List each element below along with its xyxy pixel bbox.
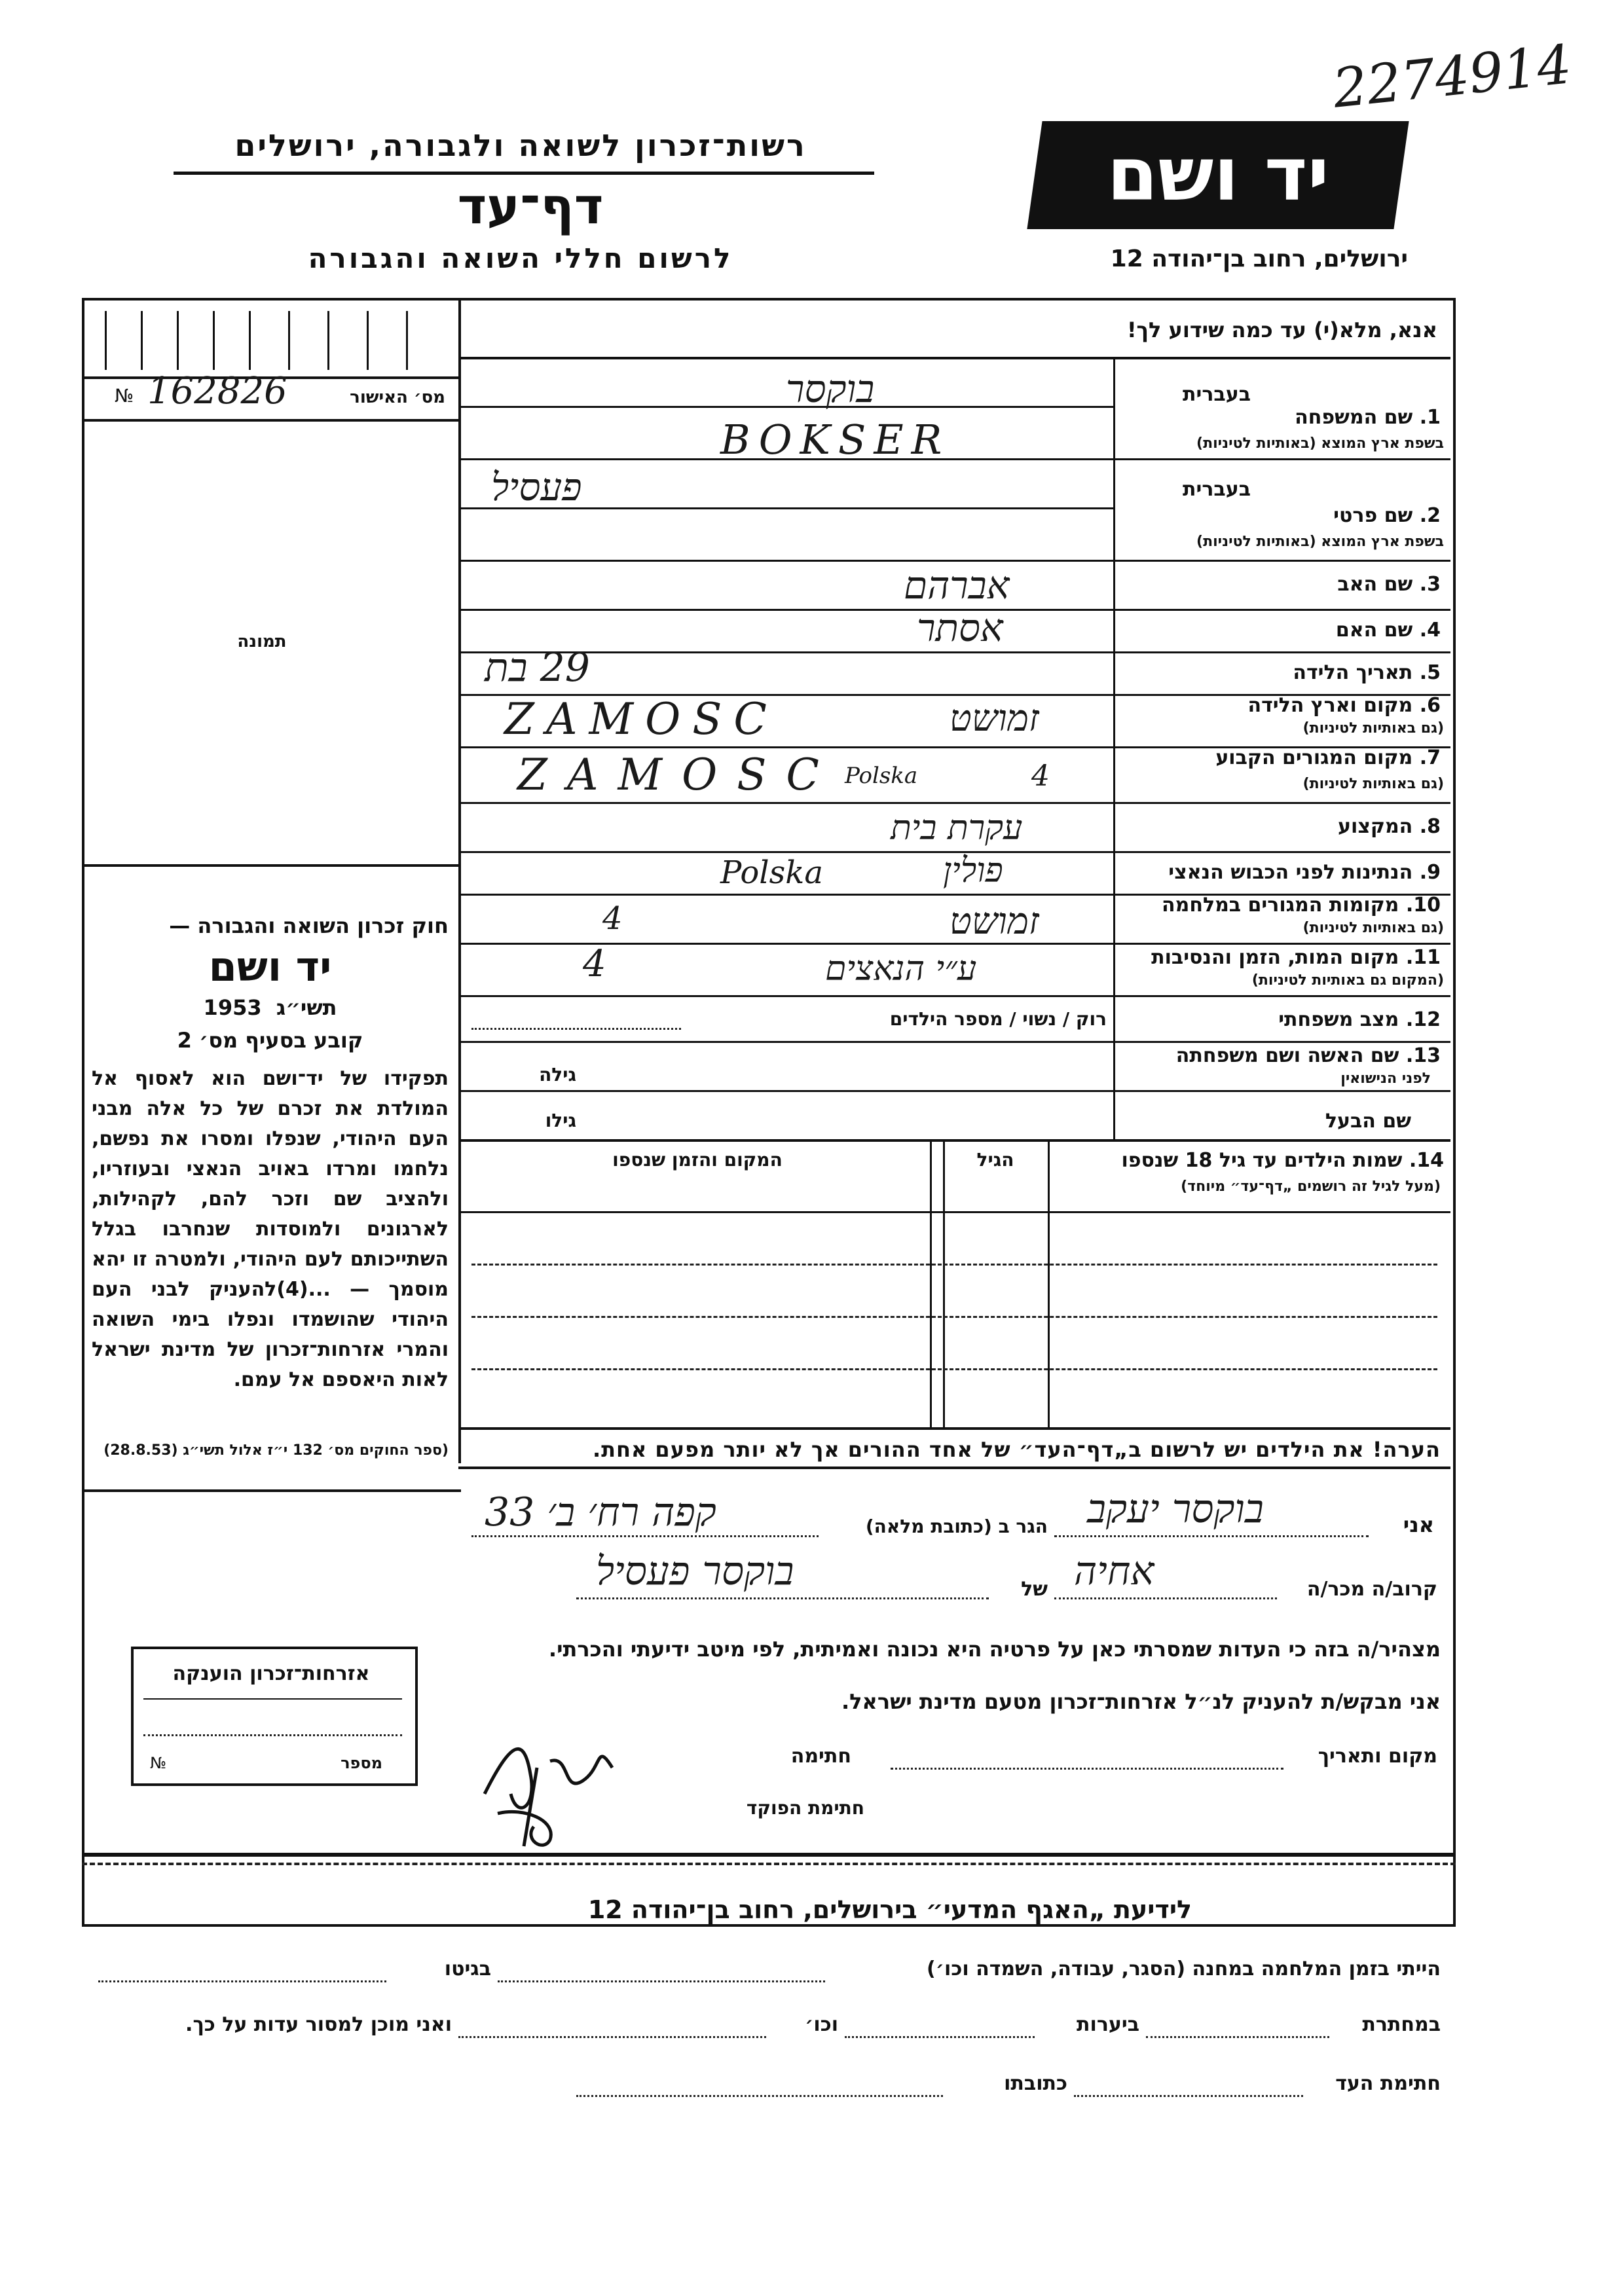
field-6-value-he: זמושט — [950, 697, 1039, 740]
husband-label: שם הבעל — [1325, 1110, 1411, 1133]
field-6-label — [1126, 694, 1441, 717]
children-col-age: הגיל — [976, 1149, 1014, 1171]
law-year-he: תשי״ג — [276, 995, 337, 1020]
footer-forests: ביערות — [1077, 2013, 1139, 2036]
declarant-address: קפה רח׳ ב׳ 33 — [485, 1489, 716, 1535]
citizenship-number-symbol: № — [150, 1754, 166, 1772]
place-date-label: מקום ותאריך — [1318, 1745, 1437, 1768]
field-11-note: (המקום גם באותיות לטיניות) — [1251, 972, 1444, 989]
field-13-num: 13. — [1405, 1044, 1441, 1067]
field-11-num: 11. — [1405, 946, 1441, 969]
request: אני מבקש/ת להעניק לנ״ל אזרחות־זכרון מטעם מדינת ישראל. — [841, 1689, 1441, 1714]
declarant-label: אני — [1403, 1512, 1434, 1537]
field-7-value-extra: Polska — [845, 763, 918, 789]
field-9-value-latin: Polska — [720, 854, 823, 891]
field-5-num: 5. — [1419, 661, 1441, 684]
children-note: (מעל לגיל זה רושמים „דף־עד״ מיוחד) — [1181, 1178, 1441, 1195]
footer-row1: הייתי בזמן המלחמה במחנה (הסגר, עבודה, השמדה וכו׳) — [927, 1958, 1441, 1980]
field-6-value-latin: ZAMOSC — [504, 694, 779, 744]
citizenship-box — [131, 1647, 418, 1786]
field-2-label — [1126, 504, 1441, 527]
field-8-num: 8. — [1419, 815, 1441, 838]
law-reference: (ספר החוקים מס׳ 132 י״ז אלול תשי״ג (28.8.53) — [103, 1442, 449, 1459]
field-7-note: (גם באותיות לטיניות) — [1302, 776, 1444, 792]
citizenship-title: אזרחות־זכרון הוענקה — [172, 1662, 370, 1685]
yad-vashem-logo — [1027, 121, 1409, 229]
field-1-hebrew-tag: בעברית — [1183, 383, 1251, 406]
field-8-label — [1126, 815, 1441, 838]
registration-label: מס׳ האישור — [350, 388, 445, 407]
field-8-value: עקרת בית — [891, 809, 1023, 848]
field-10-note: (גם באותיות לטיניות) — [1302, 920, 1444, 936]
field-7-label — [1126, 746, 1441, 769]
field-9-text: הנתינות לפני הכבוש הנאצי — [1168, 861, 1413, 884]
footer-underground: במחתרת — [1362, 2013, 1441, 2036]
field-4-text: שם האם — [1335, 619, 1413, 642]
field-9-value-he: פולין — [943, 851, 1003, 890]
footer-row2-end: ואני מוכן למסור עדות על כך. — [185, 2013, 452, 2036]
field-4-value: אסתר — [917, 606, 1003, 650]
field-5-text: תאריך הלידה — [1293, 661, 1413, 684]
field-9-num: 9. — [1419, 861, 1441, 884]
field-1-note: בשפת ארץ המוצא (באותיות לטיניות) — [1196, 435, 1444, 452]
footer-row1-end: בגיטו — [444, 1958, 491, 1980]
footer-title: לידיעת „האגף המדעי״ בירושלים, רחוב בן־יהודה 12 — [587, 1895, 1192, 1924]
registration-number: 162826 — [147, 370, 287, 412]
field-4-num: 4. — [1419, 619, 1441, 642]
authority-name: רשות־זכרון לשואה ולגבורה, ירושלים — [234, 128, 807, 163]
field-13-age-label: גילה — [539, 1064, 576, 1085]
field-11-value: ע״י הנאצים — [825, 949, 977, 989]
field-6-note: (גם באותיות לטיניות) — [1302, 720, 1444, 737]
field-12-num: 12. — [1405, 1008, 1441, 1031]
citizenship-number-label: מספר — [341, 1754, 382, 1772]
field-1-value-he: בוקסר — [786, 367, 875, 411]
field-13-label — [1116, 1044, 1441, 1067]
field-2-num: 2. — [1419, 504, 1441, 527]
law-section: קובע בסעיף מס׳ 2 — [177, 1028, 363, 1053]
footer-etc: וכו׳ — [805, 2013, 838, 2036]
field-6-num: 6. — [1419, 694, 1441, 717]
field-2-text: שם פרטי — [1333, 504, 1413, 527]
field-10-text: מקומות המגורים במלחמה — [1162, 894, 1399, 917]
field-7-num: 7. — [1419, 746, 1441, 769]
declarant-name: בוקסר יעקב — [1087, 1486, 1264, 1532]
field-3-label — [1126, 573, 1441, 596]
footer-witness-signature: חתימת העד — [1335, 2072, 1441, 2095]
field-1-value-latin: BOKSER — [720, 416, 950, 464]
field-3-text: שם האב — [1337, 573, 1413, 596]
archive-number: 2274914 — [1329, 33, 1574, 120]
field-12-text: מצב משפחתי — [1278, 1008, 1399, 1031]
photo-label: תמונה — [237, 632, 287, 651]
page-title: דף־עד — [457, 177, 604, 235]
instructions: אנא, מלא(י) עד כמה שידוע לך! — [1126, 318, 1437, 342]
logo-text: יד ושם — [1107, 132, 1329, 217]
field-1-text: שם המשפחה — [1295, 406, 1413, 429]
field-10-value: זמושט — [950, 900, 1039, 943]
field-4-label — [1126, 619, 1441, 642]
field-3-value: אברהם — [904, 563, 1010, 608]
registration-no-symbol: № — [115, 385, 134, 407]
field-7-value-latin: ZAMOSC — [517, 750, 839, 800]
field-8-text: המקצוע — [1337, 815, 1413, 838]
law-title: חוק זכרון השואה והגבורה — — [169, 913, 449, 938]
field-9-label — [1116, 861, 1441, 884]
relative-label: קרוב/ה מכר/ה — [1306, 1578, 1437, 1601]
field-5-label — [1126, 661, 1441, 684]
relation-value: אחיה — [1074, 1548, 1154, 1594]
field-13-text: שם האשה ושם משפחתה — [1175, 1044, 1399, 1067]
field-13-note: לפני הנישואין — [1340, 1070, 1431, 1087]
children-text: שמות הילדים עד גיל 18 שנספו — [1121, 1149, 1403, 1172]
children-num: 14. — [1409, 1149, 1444, 1172]
handwritten-signature — [471, 1715, 707, 1853]
registration-ticks — [92, 311, 449, 370]
field-2-note: בשפת ארץ המוצא (באותיות לטיניות) — [1196, 534, 1444, 550]
children-note-warning: הערה! את הילדים יש לרשום ב„דף־העד״ של אחד ההורים אך לא יותר מפעם אחת. — [592, 1437, 1441, 1462]
address: ירושלים, רחוב בן־יהודה 12 — [1110, 246, 1408, 272]
field-7-value-he: 4 — [1031, 759, 1050, 793]
field-1-label — [1126, 406, 1441, 429]
children-col-place: המקום והזמן שנספו — [612, 1149, 783, 1171]
field-2-hebrew-tag: בעברית — [1183, 478, 1251, 501]
field-10-mark: 4 — [602, 900, 623, 937]
field-11-text: מקום המות, הזמן והנסיבות — [1151, 946, 1399, 969]
field-7-text: מקום המגורים הקבוע — [1215, 746, 1413, 769]
husband-age-label: גילו — [545, 1110, 576, 1131]
field-11-mark: 4 — [583, 943, 606, 985]
law-year: 1953 — [203, 995, 262, 1020]
field-5-value: 29 בת — [485, 645, 590, 691]
field-1-num: 1. — [1419, 406, 1441, 429]
signature-label: חתימה — [790, 1745, 851, 1768]
of-value: בוקסר פעסיל — [596, 1548, 794, 1594]
officer-signature-label: חתימת הפוקד — [746, 1797, 864, 1819]
field-2-value-he: פעסיל — [491, 465, 582, 509]
field-6-text: מקום וארץ הלידה — [1247, 694, 1413, 717]
law-year-line — [92, 995, 449, 1020]
field-3-num: 3. — [1419, 573, 1441, 596]
field-10-label — [1116, 894, 1441, 917]
law-text: תפקידו של יד־ושם הוא לאסוף אל המולדת את זכרם של כל אלה מבני העם היהודי, שנפלו ומסרו את נפשם, נלחמו ומרדו באויב הנאצי ובעוזריו, ולהציב שם וזכר להם, לקהילות, לארגונים ולמוסדות שנחרבו בגלל השתייכותם לעם היהודי, ולמטרה זו יהא מוסמך — ...(4)להעניק לבני העם היהודי שהושמדו ונפלו בימי השואה והמרי אזרחות־זכרון של מדינת ישראל לאות היאספם אל עמם. — [92, 1067, 449, 1391]
field-11-label — [1116, 946, 1441, 969]
law-name: יד ושם — [208, 943, 332, 991]
address-label: הגר ב (כתובת מלאה) — [865, 1516, 1048, 1537]
page-subtitle: לרשום חללי השואה והגבורה — [308, 242, 733, 274]
of-label: של — [1021, 1578, 1048, 1601]
footer-address: כתובתו — [1004, 2072, 1067, 2095]
field-12-label — [1116, 1008, 1441, 1031]
statement: מצהיר/ה בזה כי העדות שמסרתי כאן על פרטיה היא נכונה ואמיתית, לפי מיטב ידיעתי והכרתי. — [548, 1637, 1441, 1662]
field-12-options: רוק / נשוי / מספר הילדים — [889, 1008, 1107, 1030]
children-label — [1054, 1149, 1444, 1172]
field-10-num: 10. — [1405, 894, 1441, 917]
